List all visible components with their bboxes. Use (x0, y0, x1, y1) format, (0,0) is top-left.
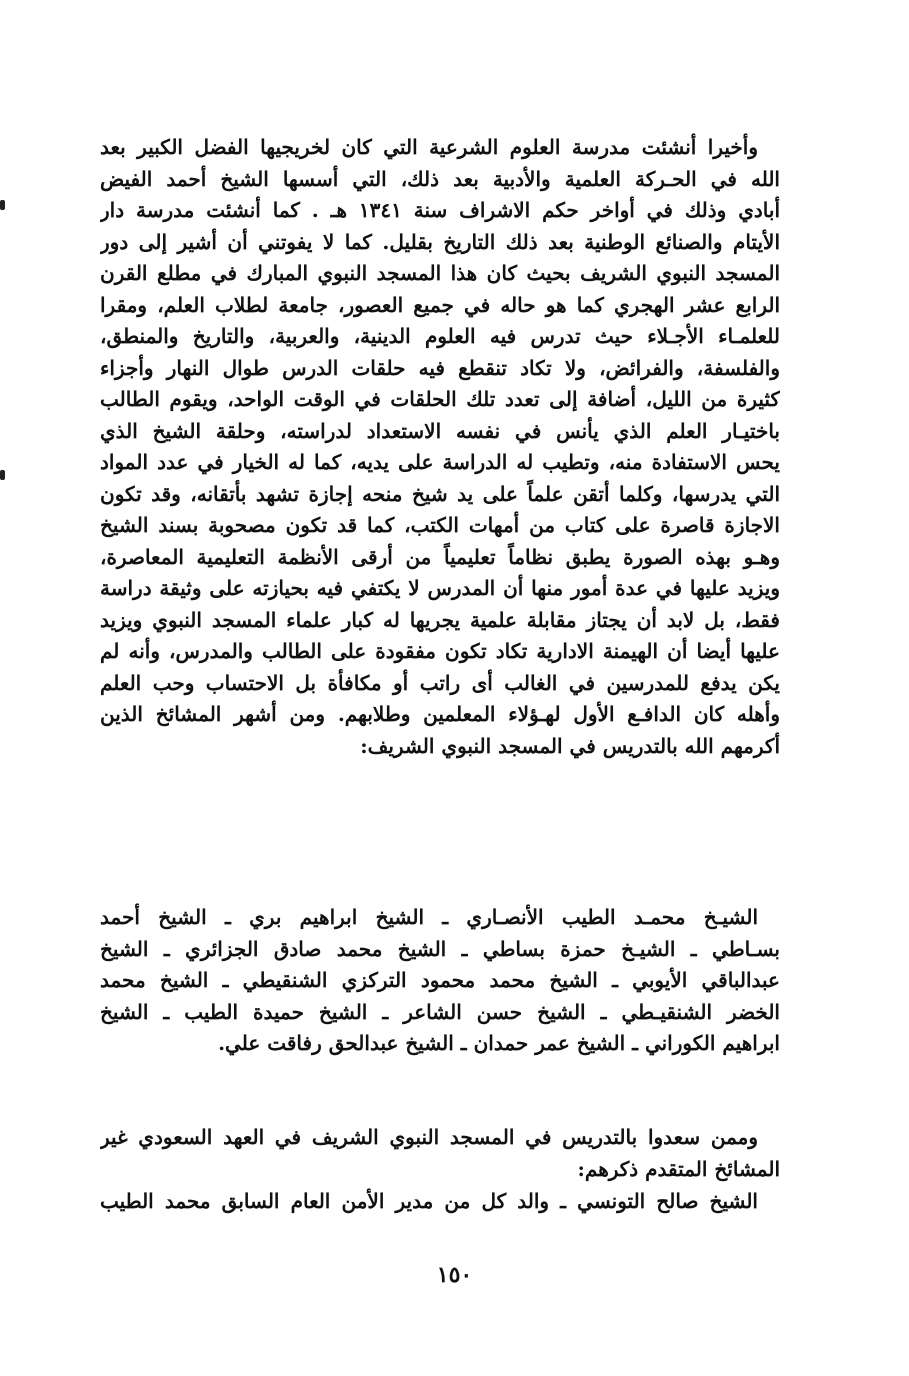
text-line: باختيـار العلم الذي يأنس في نفسه الاستعداد لدراسته، وحلقة الشيخ الذي (100, 418, 780, 443)
text-line: الخضر الشنقيـطي ـ الشيخ حسن الشاعر ـ الشيخ حميدة الطيب ـ الشيخ (100, 999, 780, 1024)
text-line: وأهله كان الدافـع الأول لهـؤلاء المعلمين وطلابهم. ومن أشهر المشائخ الذين (100, 702, 780, 726)
text-line: الله في الحـركة العلمية والأدبية بعد ذلك، التي أسسها الشيخ أحمد الفيض (100, 166, 780, 191)
text-line: الأيتام والصنائع الوطنية بعد ذلك التاريخ بقليل. كما لا يفوتني أن أشير إلى دور (100, 229, 780, 254)
text-line: أبادي وذلك في أواخر حكم الاشراف سنة ١٣٤١ هـ . كما أنشئت مدرسة دار (100, 198, 780, 222)
text-line: بسـاطي ـ الشيـخ حمزة بساطي ـ الشيخ محمد صادق الجزائري ـ الشيخ (100, 936, 780, 961)
text-line: الرابع عشر الهجري كما هو حاله في جميع العصور، جامعة لطلاب العلم، ومقرا (100, 292, 780, 317)
paragraph-madrasa-history (100, 132, 780, 762)
text-line: عبدالباقي الأيوبي ـ الشيخ محمد محمود التركزي الشنقيطي ـ الشيخ محمد (100, 968, 780, 992)
text-line: المسجد النبوي الشريف بحيث كان هذا المسجد النبوي المبارك في مطلع القرن (100, 261, 780, 285)
text-line: أكرمهم الله بالتدريس في المسجد النبوي الشريف: (360, 733, 780, 758)
text-line: عليها أيضا أن الهيمنة الادارية تكاد تكون مفقودة على الطالب والمدرس، وأنه لم (100, 639, 780, 663)
text-line: يحس الاستفادة منه، وتطيب له الدراسة على يديه، كما له الخيار في عدد المواد (100, 450, 780, 474)
text-line: يكن يدفع للمدرسين في الغالب أى راتب أو مكافأة بل الاحتساب وحب العلم (100, 670, 780, 695)
text-line: كثيرة من الليل، أضافة إلى تعدد تلك الحلقات في الوقت الواحد، ويقوم الطالب (100, 387, 780, 411)
scan-edge-mark (0, 200, 5, 210)
text-line: المشائخ المتقدم ذكرهم: (577, 1156, 780, 1181)
text-line: الشيـخ محمـد الطيب الأنصـاري ـ الشيخ ابراهيم بري ـ الشيخ أحمد (100, 905, 758, 929)
text-line: وممن سعدوا بالتدريس في المسجد النبوي الشريف في العهد السعودي غير (100, 1125, 758, 1149)
text-line: ويزيد عليها في عدة أمور منها أن المدرس لا يكتفي فيه بحيازته على وثيقة دراسة (100, 576, 780, 600)
text-line: فقط، بل لابد أن يجتاز مقابلة علمية يجريها له كبار علماء المسجد النبوي ويزيد (100, 607, 780, 632)
paragraph-saleh-tunisi (100, 1186, 780, 1218)
page-number: ١٥٠ (436, 1262, 473, 1288)
text-line: التي يدرسها، وكلما أتقن علماً على يد شيخ منحه إجازة تشهد بأتقانه، وقد تكون (100, 481, 780, 506)
text-line: وهـو بهذه الصورة يطبق نظاماً تعليمياً من أرقى الأنظمة التعليمية المعاصرة، (100, 544, 780, 569)
text-line: ابراهيم الكوراني ـ الشيخ عمر حمدان ـ الشيخ عبدالحق رفاقت علي. (218, 1031, 780, 1055)
text-line: وأخيرا أنشئت مدرسة العلوم الشرعية التي كان لخريجيها الفضل الكبير بعد (100, 135, 758, 159)
paragraph-saudi-era (100, 1122, 780, 1185)
text-line: الاجازة قاصرة على كتاب من أمهات الكتب، كما قد تكون مصحوبة بسند الشيخ (100, 513, 780, 537)
paragraph-sheikhs-list (100, 902, 780, 1060)
text-line: الشيخ صالح التونسي ـ والد كل من مدير الأمن العام السابق محمد الطيب (100, 1189, 758, 1213)
scan-edge-mark (0, 470, 5, 480)
text-line: للعلمـاء الأجـلاء حيث تدرس فيه العلوم الدينية، والعربية، والتاريخ والمنطق، (100, 324, 780, 348)
text-line: والفلسفة، والفرائض، ولا تكاد تنقطع فيه حلقات الدرس طوال النهار وأجزاء (100, 355, 780, 380)
